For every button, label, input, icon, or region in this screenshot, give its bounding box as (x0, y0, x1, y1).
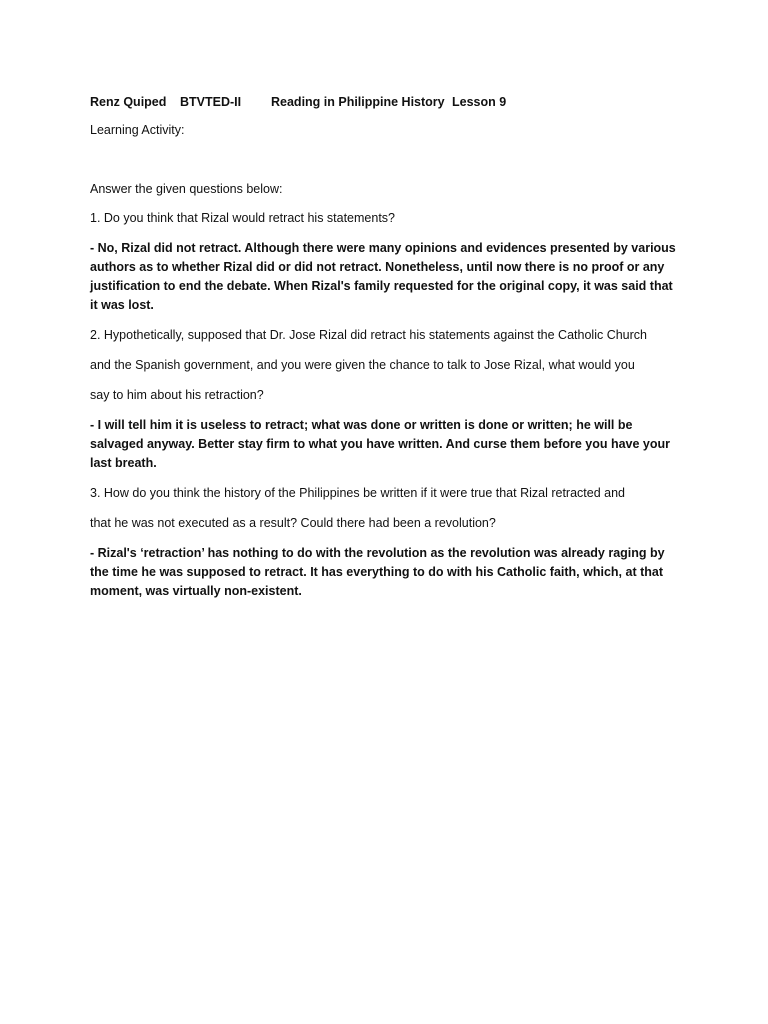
question-block-2 (90, 326, 680, 473)
answer-text: - No, Rizal did not retract. Although there were many opinions and evidences presented by various authors as to whether Rizal did or did not retract. Nonetheless, until now there is no proof or any justification to end the debate. When Rizal's family requested for the original copy, it was said that it was lost. (90, 241, 676, 312)
document-header (90, 93, 680, 111)
document-page (90, 93, 680, 601)
answer-text: - I will tell him it is useless to retract; what was done or written is done or written; he will be salvaged anyway. Better stay firm to what you have written. And curse them before you have your last breath. (90, 418, 671, 470)
instructions-text: Answer the given questions below: (90, 182, 283, 196)
question-line: say to him about his retraction? (90, 388, 264, 402)
question-line: 2. Hypothetically, supposed that Dr. Jose Rizal did retract his statements against the Catholic Church (90, 328, 647, 342)
question-block-1 (90, 209, 680, 315)
learning-activity-label: Learning Activity: (90, 123, 185, 137)
question-block-3 (90, 484, 680, 601)
student-name: Renz Quiped (90, 95, 167, 109)
lesson-number: Lesson 9 (452, 95, 507, 109)
answer-text: - Rizal's ‘retraction’ has nothing to do with the revolution as the revolution was already raging by the time he was supposed to retract. It has everything to do with his Catholic faith, which, at that moment, was virtually non-existent. (90, 546, 665, 598)
question-line: 3. How do you think the history of the Philippines be written if it were true that Rizal retracted and (90, 486, 625, 500)
question-line: 1. Do you think that Rizal would retract his statements? (90, 211, 396, 225)
student-section: BTVTED-II (180, 95, 242, 109)
course-title: Reading in Philippine History (271, 95, 445, 109)
question-line: and the Spanish government, and you were given the chance to talk to Jose Rizal, what would you (90, 358, 635, 372)
question-line: that he was not executed as a result? Could there had been a revolution? (90, 516, 496, 530)
